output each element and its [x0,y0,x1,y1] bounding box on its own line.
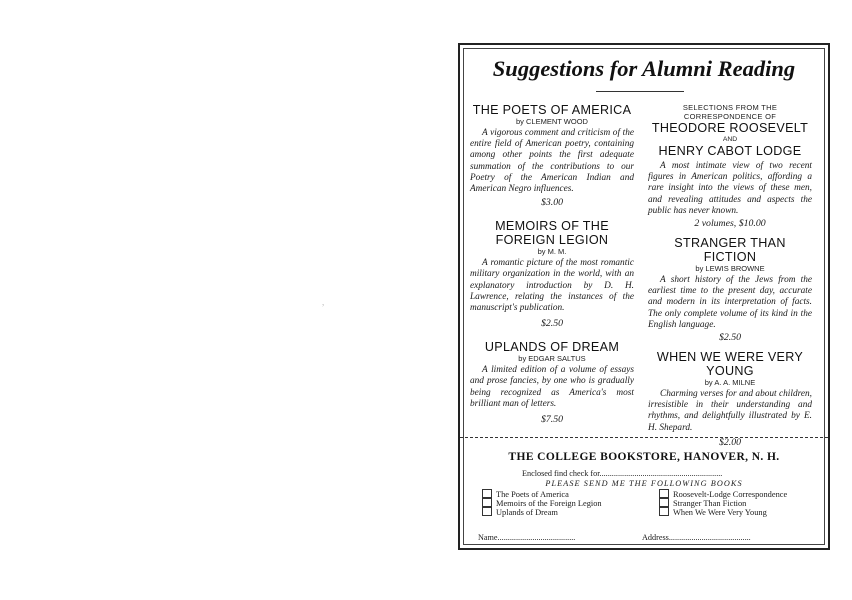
checkbox-label: Memoirs of the Foreign Legion [496,499,602,508]
book-price: $2.50 [718,332,742,344]
ad-title: Suggestions for Alumni Reading [492,56,796,81]
checkbox-when-we-were-very-young[interactable] [659,507,767,517]
book-price: $2.00 [718,436,742,448]
advertisement [458,43,830,550]
book-title: WHEN WE WERE VERY YOUNG [656,350,804,379]
book-and: AND [722,136,738,143]
book-author: by M. M. [537,247,567,257]
book-title: THE POETS OF AMERICA [472,103,632,117]
book-title: UPLANDS OF DREAM [484,340,620,355]
book-pretitle: SELECTIONS FROM THE CORRESPONDENCE OF [682,103,778,121]
book-description: A short history of the Jews from the earliest time to the present day, accurate and modern in its interpretation of facts. The only complete volume of its kind in the English language. [648,275,812,330]
checkbox-label: When We Were Very Young [673,508,767,517]
checkbox-square[interactable] [659,489,669,498]
book-title: THEODORE ROOSEVELT [651,121,809,135]
book-when-we-were-very-young [648,350,812,449]
book-price: 2 volumes, $10.00 [694,218,766,230]
checkbox-label: Roosevelt-Lodge Correspondence [673,490,788,499]
book-poets-of-america [470,103,634,209]
name-field[interactable]: Name...................................... [478,533,576,542]
book-title: MEMOIRS OF THE FOREIGN LEGION [495,219,609,248]
stray-mark: , [322,297,325,307]
book-description: Charming verses for and about children, irresistible in their understanding and rhythms, and delightfully illustrated by E. H. Shepard. [648,389,812,433]
book-price: $3.00 [540,197,564,209]
checkbox-label: Stranger Than Fiction [673,499,747,508]
checkbox-square[interactable] [659,498,669,507]
checkbox-uplands-of-dream[interactable] [482,507,558,517]
address-field[interactable]: Address........................................ [642,533,751,542]
book-roosevelt-lodge [648,103,812,230]
bookstore-name: THE COLLEGE BOOKSTORE, HANOVER, N. H. [508,451,780,463]
checkbox-square[interactable] [482,498,492,507]
right-column [648,103,812,455]
book-author: by CLEMENT WOOD [516,117,588,126]
book-title: HENRY CABOT LODGE [658,144,802,158]
book-uplands-of-dream [470,340,634,426]
book-price: $7.50 [540,414,564,426]
checkbox-square[interactable] [482,489,492,498]
checkbox-square[interactable] [482,507,492,516]
enclosed-check-line: Enclosed find check for............................................................ [522,469,723,478]
book-description: A romantic picture of the most romantic military organization in the world, with an explanatory introduction by D. H. Lawrence, relating the instances of the manuscript's publication. [470,258,634,314]
book-memoirs-foreign-legion [470,219,634,330]
book-description: A most intimate view of two recent figures in American politics, affording a rare insight into the views of these men, and revealing attitudes and aspects the public has never known. [648,161,812,216]
book-description: A vigorous comment and criticism of the entire field of American poetry, containing among other points the first adequate summation of the contributions to our Poetry of the American Indian and American Negro influences. [470,128,634,195]
order-form-divider [460,437,828,438]
book-title: STRANGER THAN FICTION [674,236,786,265]
book-author: by A. A. MILNE [704,378,756,388]
checkbox-square[interactable] [659,507,669,516]
checkbox-label: The Poets of America [496,490,569,499]
book-author: by EDGAR SALTUS [518,354,586,364]
book-stranger-than-fiction [648,236,812,344]
please-send-heading: PLEASE SEND ME THE FOLLOWING BOOKS [545,479,743,488]
book-price: $2.50 [540,318,564,330]
book-description: A limited edition of a volume of essays and prose fancies, by one who is gradually being recognized as America's most brilliant man of letters. [470,365,634,409]
book-author: by LEWIS BROWNE [695,264,765,274]
title-rule [596,91,684,92]
left-column [470,103,634,432]
checkbox-label: Uplands of Dream [496,508,558,517]
